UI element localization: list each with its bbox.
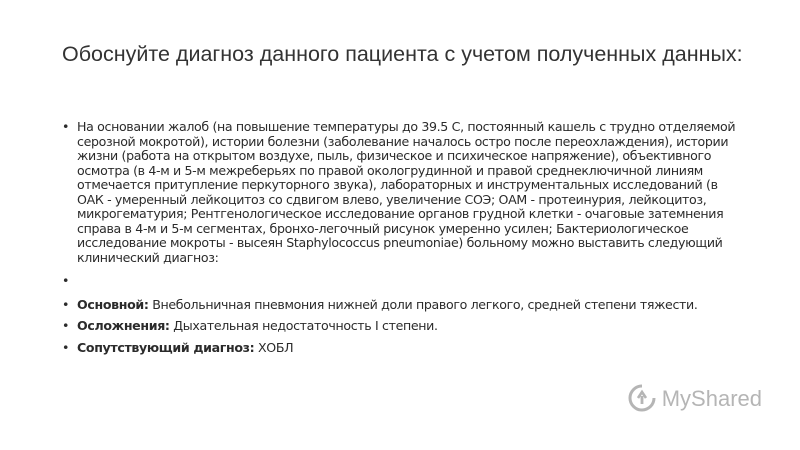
myshared-logo-icon bbox=[628, 384, 656, 414]
bullet-list bbox=[62, 120, 738, 362]
concomitant-label: Сопутствующий диагноз: bbox=[77, 339, 255, 355]
main-diagnosis-item bbox=[62, 298, 738, 313]
watermark-text: MyShared bbox=[661, 386, 762, 411]
main-diagnosis-label: Основной: bbox=[77, 296, 149, 312]
empty-bullet bbox=[62, 274, 738, 289]
slide-title: Обоснуйте диагноз данного пациента с учетом полученных данных: bbox=[62, 42, 743, 66]
complications-text: Дыхательная недостаточность I степени. bbox=[169, 318, 438, 333]
main-diagnosis-text: Внебольничная пневмония нижней доли правого легкого, средней степени тяжести. bbox=[148, 296, 698, 312]
complications-label: Осложнения: bbox=[77, 318, 170, 333]
justification-paragraph: • На основании жалоб (на повышение температуры до 39.5 C, постоянный кашель с трудно отделяемой серозной мокротой), истории болезни (заболевание началось остро после переохлаждения), истории жизни (работа на открытом воздухе, пыль, физическое и психическое напряжение), объективного осмотра (в 4-м и 5-м межреберьях по правой окологрудинной и правой среднеключичной линиям отмечается притупление перкуторного звука), лабораторных и инструментальных исследований (в ОАК - умеренный лейкоцитоз со сдвигом влево, увеличение СОЭ; ОАМ - протеинурия, лейкоцитоз, микрогематурия; Рентгенологическое исследование органов грудной клетки - очаговые затемнения справа в 4-м и 5-м сегментах, бронхо-легочный рисунок умеренно усилен; Бактериологическое исследование мокроты - высеян Staphylococcus pneumoniae) больному можно выставить следующий клинический диагноз: bbox=[62, 120, 738, 265]
concomitant-item bbox=[62, 341, 738, 356]
myshared-watermark bbox=[628, 384, 762, 414]
concomitant-text: ХОБЛ bbox=[254, 339, 294, 355]
complications-item bbox=[62, 319, 738, 334]
